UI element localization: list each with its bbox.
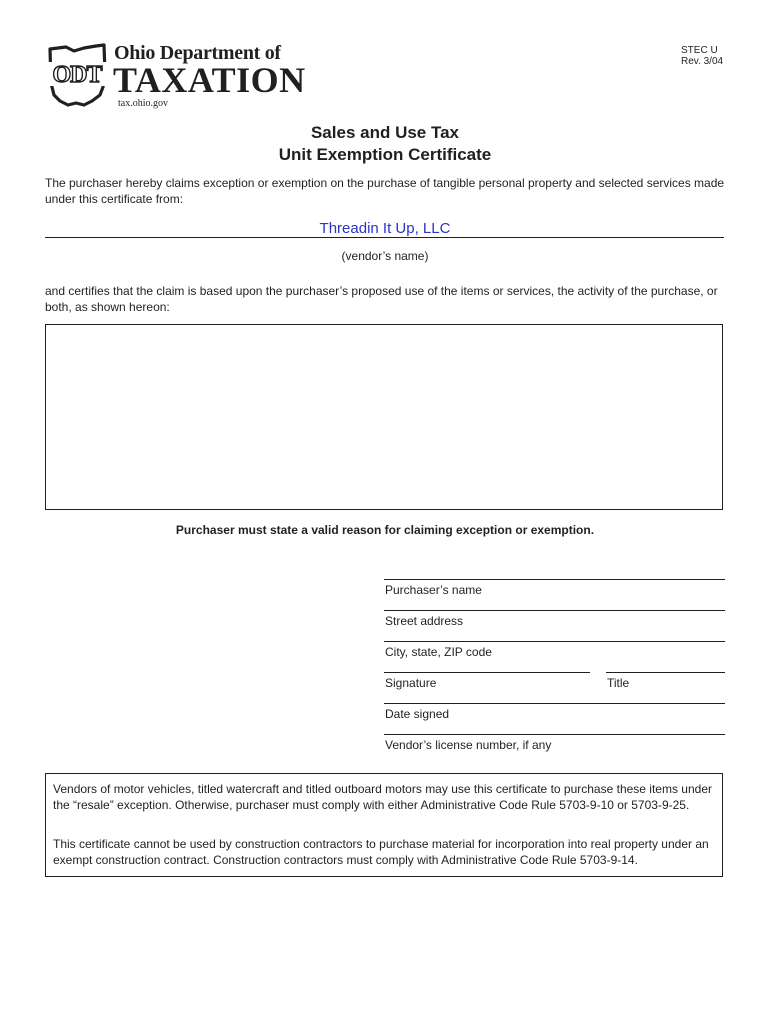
agency-name-line2: TAXATION (113, 60, 306, 100)
date-signed-field[interactable] (384, 703, 725, 704)
vendor-license-label: Vendor’s license number, if any (385, 738, 552, 752)
signature-field[interactable] (384, 672, 590, 673)
form-title (0, 122, 770, 166)
street-address-label: Street address (385, 614, 464, 628)
form-revision: Rev. 3/04 (681, 56, 724, 67)
purchaser-name-field[interactable] (384, 579, 725, 580)
form-title-line2: Unit Exemption Certificate (278, 145, 492, 164)
date-signed-label: Date signed (385, 707, 450, 721)
agency-website: tax.ohio.gov (118, 98, 168, 109)
signature-label: Signature (385, 676, 437, 690)
form-title-line1: Sales and Use Tax (310, 123, 460, 142)
agency-name-line1: Ohio Department of (114, 42, 281, 64)
street-address-field[interactable] (384, 610, 725, 611)
title-field[interactable] (606, 672, 725, 673)
exemption-reason-box[interactable] (45, 324, 723, 510)
form-code-number: STEC U (681, 45, 718, 56)
vendor-name-underline (45, 237, 724, 238)
ohio-state-logo-icon (44, 43, 110, 109)
purchaser-name-label: Purchaser’s name (385, 583, 482, 597)
logo-letters: ODT (52, 62, 102, 88)
city-state-zip-label: City, state, ZIP code (385, 645, 492, 659)
city-state-zip-field[interactable] (384, 641, 725, 642)
intro-paragraph: The purchaser hereby claims exception or exemption on the purchase of tangible personal property and selected services made under this certificate from: (45, 176, 725, 206)
certification-paragraph: and certifies that the claim is based upon the purchaser’s proposed use of the items or services, the activity of the purchase, or both, as shown hereon: (45, 284, 718, 314)
vendor-license-field[interactable] (384, 734, 725, 735)
notice-paragraph-contractors: This certificate cannot be used by construction contractors to purchase material for incorporation into real property under an exempt construction contract. Construction contractors must comply with Administrative Code Rule 5703-9-14. (53, 837, 709, 867)
vendor-name-caption: (vendor’s name) (341, 249, 429, 263)
form-code (681, 45, 723, 67)
notice-paragraph-resale: Vendors of motor vehicles, titled watercraft and titled outboard motors may use this certificate to purchase these items under the “resale” exception. Otherwise, purchaser must comply with either Administrative Code Rule 5703-9-10 or 5703-9-25. (53, 782, 712, 812)
title-label: Title (607, 676, 630, 690)
vendor-name-field[interactable]: Threadin It Up, LLC (319, 220, 451, 237)
reason-requirement-note: Purchaser must state a valid reason for claiming exception or exemption. (175, 523, 595, 537)
